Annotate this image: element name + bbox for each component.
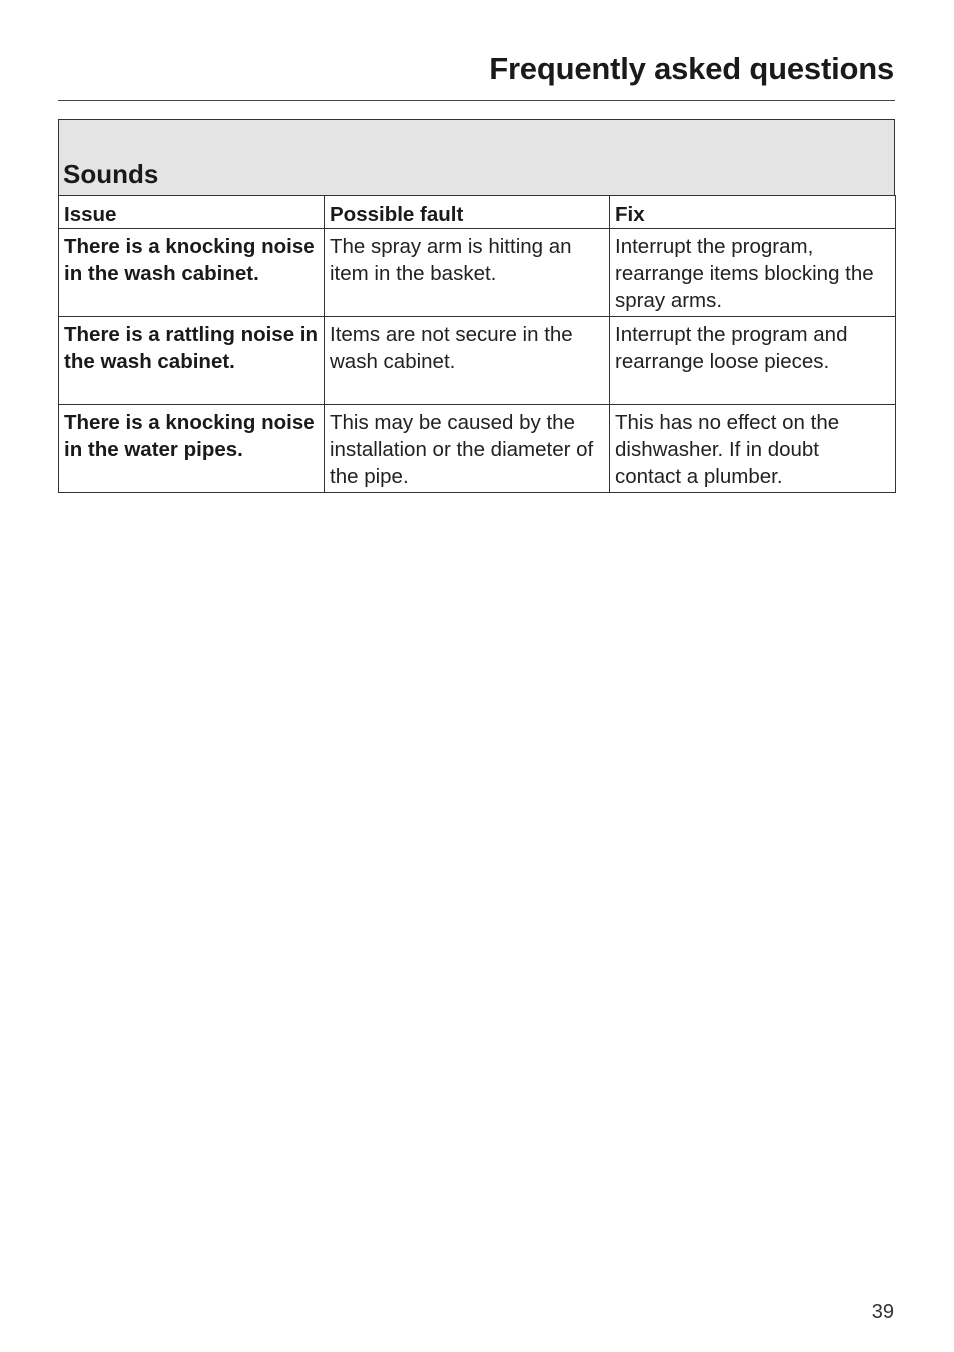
- fix-cell: This has no effect on the dishwasher. If in doubt contact a plumber.: [610, 405, 896, 493]
- fix-cell: Interrupt the program and rearrange loose pieces.: [610, 317, 896, 405]
- issue-cell: There is a knocking noise in the water pipes.: [59, 405, 325, 493]
- page-number: 39: [871, 1301, 894, 1323]
- issue-cell: There is a knocking noise in the wash cabinet.: [59, 229, 325, 317]
- section-header: [58, 119, 895, 195]
- section-title: Sounds: [63, 159, 159, 189]
- column-header-fix: Fix: [610, 196, 896, 229]
- fix-cell: Interrupt the program, rearrange items blocking the spray arms.: [610, 229, 896, 317]
- column-header-possible-fault: Possible fault: [325, 196, 610, 229]
- fault-cell: The spray arm is hitting an item in the basket.: [325, 229, 610, 317]
- faq-table: [58, 195, 896, 493]
- page-title: Frequently asked questions: [489, 51, 894, 86]
- fault-cell: Items are not secure in the wash cabinet.: [325, 317, 610, 405]
- issue-cell: There is a rattling noise in the wash cabinet.: [59, 317, 325, 405]
- fault-cell: This may be caused by the installation or the diameter of the pipe.: [325, 405, 610, 493]
- table-row: [59, 317, 896, 405]
- table-header-row: [59, 196, 896, 229]
- sounds-section: [58, 119, 895, 493]
- table-row: [59, 229, 896, 317]
- title-divider: [58, 100, 895, 101]
- column-header-issue: Issue: [59, 196, 325, 229]
- table-row: [59, 405, 896, 493]
